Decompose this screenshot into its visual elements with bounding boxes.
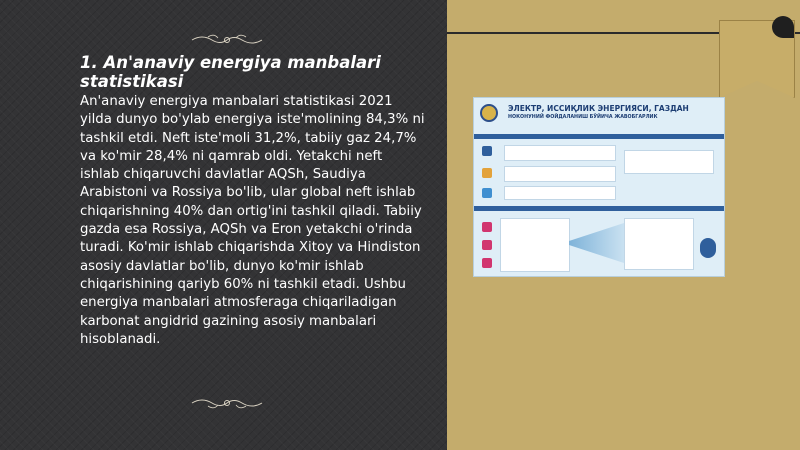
info-box [504, 166, 616, 182]
building-icon [482, 146, 492, 156]
slide-body-text: An'anaviy energiya manbalari statistikasi 2021 yilda dunyo bo'ylab energiya iste'molining 84,3% ni tashkil etdi. Neft iste'moli 31,2%, tabiiy gaz 24,7% va ko'mir 28,4% ni qamrab oldi. Yetakchi neft ishlab chiqaruvchi davlatlar AQSh, Saudiya Arabistoni va Rossiya bo'lib, ular global neft ishlab chiqarishning 40% dan ortig'ini tashkil qiladi. Tabiiy gazda esa Rossiya, AQSh va Eron yetakchi o'rinda turadi. Ko'mir ishlab chiqarishda Xitoy va Hindiston asosiy davlatlar bo'lib, dunyo ko'mir ishlab chiqarishining qariyb 60% ni tashkil etadi. Ushbu energiya manbalari atmosferaga chiqariladigan karbonat angidrid gazining asosiy manbalari hisoblanadi. [80, 94, 425, 347]
law-icon [482, 258, 492, 268]
info-box [504, 145, 616, 161]
infographic-poster [474, 98, 724, 276]
law-icon [482, 240, 492, 250]
worker-icon [700, 238, 716, 258]
emblem-icon [480, 104, 498, 122]
person-icon [482, 188, 492, 198]
law-icon [482, 222, 492, 232]
poster-section-stripe [474, 206, 724, 211]
slide-title: 1. An'anaviy energiya manbalari statistikasi [80, 53, 381, 91]
meter-icon [482, 168, 492, 178]
info-box [504, 186, 616, 200]
info-box [500, 218, 570, 272]
page-curl [772, 16, 794, 38]
ornament-bottom-icon [190, 396, 264, 410]
poster-section-stripe [474, 134, 724, 139]
ornament-top-icon [190, 33, 264, 47]
info-box [624, 218, 694, 270]
poster-subtitle: НОКОНУНИЙ ФОЙДАЛАНИШ БЎЙИЧА ЖАВОБГАРЛИК [508, 115, 658, 120]
poster-title: ЭЛЕКТР, ИССИҚЛИК ЭНЕРГИЯСИ, ГАЗДАН [508, 104, 689, 113]
arrow-fan-graphic [569, 223, 624, 263]
info-box [624, 150, 714, 174]
